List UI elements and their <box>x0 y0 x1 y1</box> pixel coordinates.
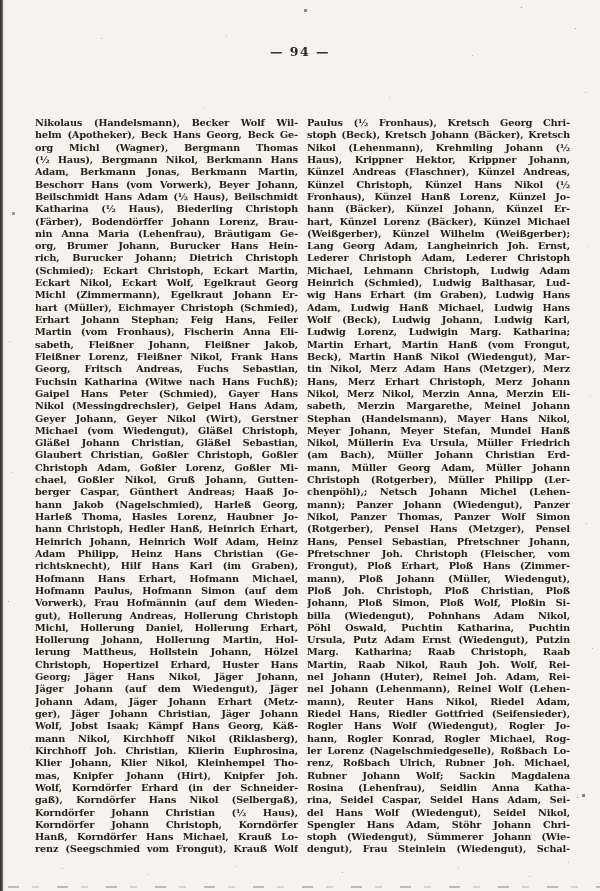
text-line: Johann, Ploß Simon, Ploß Wolf, Ploßin Si- <box>307 598 570 610</box>
text-line: (Schmied); Eckart Christoph, Eckart Martin, <box>35 265 298 277</box>
text-line: hart (Müller), Eichmayer Christoph (Schmied), <box>35 302 298 314</box>
text-line: Wolf, Jobst Isaak; Kämpf Hans Georg, Käß- <box>35 721 298 733</box>
text-line: stoph (Beck), Kretsch Johann (Bäcker), Kretsch <box>307 130 570 142</box>
text-line: Beck), Martin Hanß Nikol (Wiedengut), Mar- <box>307 351 570 363</box>
text-line: Gläßel Johann Christian, Gläßel Sebastian, <box>35 438 298 450</box>
text-line: chenpöhl),; Netsch Johann Michel (Lehen- <box>307 487 570 499</box>
text-line: Korndörfer Johann Christian (½ Haus), <box>35 807 298 819</box>
page-number: — 94 — <box>269 44 331 59</box>
text-line: mann Nikol, Kirchhoff Nikol (Riklasberg), <box>35 733 298 745</box>
text-line: Adam, Berkmann Jonas, Berkmann Martin, <box>35 167 298 179</box>
text-line: Paulus (½ Fronhaus), Kretsch Georg Chri- <box>307 118 570 129</box>
text-line: Martin (vom Fronhaus), Fischerin Anna Eli- <box>35 327 298 339</box>
text-line: (Weißgerber), Künzel Wilhelm (Weißgerber); <box>307 228 570 240</box>
text-line: nel Johann (Huter), Reinel Joh. Adam, Rei- <box>307 672 570 684</box>
text-line: Christoph (Rotgerber), Müller Philipp (Ler- <box>307 475 570 487</box>
text-line: dengut), Frau Steinlein (Wiedengut), Schal- <box>307 844 570 856</box>
text-line: Erhart Johann Stephan; Feig Hans, Feiler <box>35 315 298 326</box>
text-line: Michl (Zimmermann), Egelkraut Johann Er- <box>35 290 298 302</box>
text-line: org, Brumer Johann, Burucker Hans Hein- <box>35 241 298 253</box>
text-line: Christoph, Hopertizel Erhard, Huster Hans <box>35 659 298 671</box>
text-line: Rubner Johann Wolf; Sackin Magdalena <box>307 770 570 782</box>
text-line: chael, Goßler Nikol, Gruß Johann, Gutten- <box>35 475 298 487</box>
text-line: Klier Johann, Klier Nikol, Kleinhempel Tho- <box>35 758 298 770</box>
text-line: Adam Philipp, Heinz Hans Christian (Ge- <box>35 548 298 560</box>
text-line: stoph (Wiedengut), Sümmerer Johann (Wie- <box>307 832 570 844</box>
text-line: gut), Hollerung Andreas, Hollerung Christoph <box>35 610 298 622</box>
text-line: Hofmann Paulus, Hofmann Simon (auf dem <box>35 585 298 597</box>
text-line: Fleißner Lorenz, Fleißner Nikol, Frank Hans <box>35 351 298 363</box>
text-column-right <box>307 118 570 857</box>
text-line: Spengler Hans Adam, Stöhr Johann Chri- <box>307 819 570 831</box>
text-line: Michl, Hollerung Daniel, Hollerung Erhart, <box>35 622 298 634</box>
text-line: wig Hans Erhart (im Graben), Ludwig Hans <box>307 290 570 302</box>
text-line: mann), Reuter Hans Nikol, Riedel Adam, <box>307 696 570 708</box>
scan-bottom-edge-artifact <box>8 886 600 888</box>
text-line: Künzel Christoph, Künzel Hans Nikol (½ <box>307 179 570 191</box>
text-line: Wolf (Beck), Ludwig Johann, Ludwig Karl, <box>307 315 570 326</box>
text-line: (Rotgerber), Pensel Hans (Metzger), Pensel <box>307 524 570 536</box>
scan-noise-specks <box>0 0 1 1</box>
text-line: Jäger Johann (auf dem Wiedengut), Jäger <box>35 684 298 696</box>
text-line: Glaubert Christian, Goßler Christoph, Goßler <box>35 450 298 462</box>
text-column-left <box>35 118 298 857</box>
text-line: Stephan (Handelsmann), Mayer Hans Nikol, <box>307 413 570 425</box>
text-line: Heinrich Johann, Heinrich Wolf Adam, Heinz <box>35 536 298 548</box>
text-line: Pöhl Oswald, Puchtin Katharina, Puchtin <box>307 622 570 634</box>
text-line: (am Bach), Müller Johann Christian Erd- <box>307 450 570 462</box>
text-line: hann Christoph, Hedler Hanß, Heinrich Erhart, <box>35 524 298 536</box>
text-line: Rosina (Lehenfrau), Seidlin Anna Katha- <box>307 782 570 794</box>
text-line: Christoph Adam, Goßler Lorenz, Goßler Mi- <box>35 462 298 474</box>
text-line: mann), Ploß Johann (Müller, Wiedengut), <box>307 573 570 585</box>
text-line: Georg; Jäger Hans Nikol, Jäger Johann, <box>35 672 298 684</box>
text-line: Lederer Christoph Adam, Lederer Christoph <box>307 253 570 265</box>
text-line: helm (Apotheker), Beck Hans Georg, Beck Ge- <box>35 130 298 142</box>
text-line: Lang Georg Adam, Langheinrich Joh. Ernst, <box>307 241 570 253</box>
text-line: (½ Haus), Bergmann Nikol, Berkmann Hans <box>35 154 298 166</box>
text-line: Adam, Ludwig Hanß Michael, Ludwig Hans <box>307 302 570 314</box>
text-line: Rogler Hans Wolf (Wiedengut), Rogler Jo- <box>307 721 570 733</box>
text-line: renz (Seegschmied vom Frongut), Krauß Wolf <box>35 844 298 856</box>
text-line: Georg, Fritsch Andreas, Fuchs Sebastian, <box>35 364 298 376</box>
text-line: Michael, Lehmann Christoph, Ludwig Adam <box>307 265 570 277</box>
text-line: Hans, Pensel Sebastian, Pfretschner Johann, <box>307 536 570 548</box>
text-line: hann, Rogler Konrad, Rogler Michael, Rog- <box>307 733 570 745</box>
text-line: Wolf, Korndörfer Erhard (in der Schneider- <box>35 782 298 794</box>
text-line: Harleß Thoma, Hasles Lorenz, Haubner Jo- <box>35 512 298 523</box>
text-line: Vorwerk), Frau Hofmännin (auf dem Wieden- <box>35 598 298 610</box>
text-line: billa (Wiedengut), Pohnhans Adam Nikol, <box>307 610 570 622</box>
text-line: sabeth, Fleißner Johann, Fleißner Jakob, <box>35 339 298 351</box>
text-line: sabeth, Merzin Margarethe, Meinel Johann <box>307 401 570 413</box>
text-line: Hofmann Hans Erhart, Hofmann Michael, <box>35 573 298 585</box>
text-line: Nikol, Panzer Thomas, Panzer Wolf Simon <box>307 512 570 523</box>
text-line: Martin Erhart, Martin Hanß (vom Frongut, <box>307 339 570 351</box>
text-line: lerung Mattheus, Hollstein Johann, Hölzel <box>35 647 298 659</box>
text-line: Haus), Krippner Hektor, Krippner Johann, <box>307 154 570 166</box>
text-line: Meyer Johann, Meyer Stefan, Mundel Hanß <box>307 425 570 437</box>
text-line: Gaipel Hans Peter (Schmied), Gayer Hans <box>35 388 298 400</box>
text-line: ler Lorenz (Nagelschmiedgeselle), Roßbach Lo- <box>307 745 570 757</box>
text-line: rina, Seidel Caspar, Seidel Hans Adam, Sei- <box>307 795 570 807</box>
text-line: hann (Bäcker), Künzel Johann, Künzel Er- <box>307 204 570 216</box>
text-line: Hans, Merz Erhart Christoph, Merz Johann <box>307 376 570 388</box>
text-line: Eckart Nikol, Eckart Wolf, Egelkraut Georg <box>35 278 298 290</box>
text-line: del Hans Wolf (Wiedengut), Seidel Nikol, <box>307 807 570 819</box>
text-line: Katharina (½ Haus), Biederling Christoph <box>35 204 298 216</box>
text-line: Ludwig Lorenz, Ludwigin Marg. Katharina; <box>307 327 570 339</box>
text-line: rich, Burucker Johann; Dietrich Christoph <box>35 253 298 265</box>
text-line: nel Johann (Lehenmann), Reinel Wolf (Lehen- <box>307 684 570 696</box>
text-line: renz, Roßbach Ulrich, Rubner Joh. Michael, <box>307 758 570 770</box>
text-line: gaß), Korndörfer Hans Nikol (Selbergaß), <box>35 795 298 807</box>
text-block <box>35 118 570 857</box>
text-line: Ploß Joh. Christoph, Ploß Christian, Ploß <box>307 585 570 597</box>
text-line: Kirchhoff Joh. Christian, Klierin Euphrosina, <box>35 745 298 757</box>
text-line: Ursula, Putz Adam Ernst (Wiedengut), Putzin <box>307 635 570 647</box>
text-line: mann); Panzer Johann (Wiedengut), Panzer <box>307 499 570 511</box>
text-line: Fronhaus), Künzel Hanß Lorenz, Künzel Jo- <box>307 191 570 203</box>
text-line: Nikolaus (Handelsmann), Becker Wolf Wil- <box>35 118 298 129</box>
text-line: Pfretschner Joh. Christoph (Fleischer, vom <box>307 548 570 560</box>
text-line: Beilschmidt Hans Adam (½ Haus), Beilschmidt <box>35 191 298 203</box>
text-line: org Michl (Wagner), Bergmann Thomas <box>35 142 298 154</box>
text-line: Marg. Katharina; Raab Christoph, Raab <box>307 647 570 659</box>
text-line: Michael (vom Wiedengut), Gläßel Christoph, <box>35 425 298 437</box>
text-line: Martin, Raab Nikol, Rauh Joh. Wolf, Rei- <box>307 659 570 671</box>
text-line: nin Anna Maria (Lehenfrau), Bräutigam Ge- <box>35 228 298 240</box>
text-line: Heinrich (Schmied), Ludwig Balthasar, Lud- <box>307 278 570 290</box>
page-binding-edge-shadow <box>0 0 4 891</box>
text-line: Johann Adam, Jäger Johann Erhart (Metz- <box>35 696 298 708</box>
text-line: Nikol (Messingdrechsler), Geipel Hans Adam, <box>35 401 298 413</box>
text-line: mas, Knipfer Johann (Hirt), Knipfer Joh. <box>35 770 298 782</box>
text-line: berger Caspar, Günthert Andreas; Haaß Jo- <box>35 487 298 499</box>
text-line: (Färber), Bodendörffer Johann Lorenz, Brau- <box>35 216 298 228</box>
text-line: Hanß, Korndörfer Hans Michael, Krauß Lo- <box>35 832 298 844</box>
text-line: ger), Jäger Johann Christian, Jäger Johann <box>35 709 298 720</box>
text-line: Hollerung Johann, Hollerung Martin, Hol- <box>35 635 298 647</box>
text-line: Fuchsin Katharina (Witwe nach Hans Fuchß); <box>35 376 298 388</box>
text-line: Nikol (Lehenmann), Krehmling Johann (½ <box>307 142 570 154</box>
text-line: hann Jakob (Nagelschmied), Harleß Georg, <box>35 499 298 511</box>
text-line: Geyer Johann, Geyer Nikol (Wirt), Gerstner <box>35 413 298 425</box>
text-line: Frongut), Ploß Erhart, Ploß Hans (Zimmer- <box>307 561 570 573</box>
text-line: mann, Müller Georg Adam, Müller Johann <box>307 462 570 474</box>
text-line: Nikol, Merz Nikol, Merzin Anna, Merzin Eli- <box>307 388 570 400</box>
text-line: Korndörfer Johann Christoph, Korndörfer <box>35 819 298 831</box>
text-line: tin Nikol, Merz Adam Hans (Metzger), Merz <box>307 364 570 376</box>
text-line: hart, Künzel Lorenz (Bäcker), Künzel Michael <box>307 216 570 228</box>
text-line: richtsknecht), Hilf Hans Karl (im Graben), <box>35 561 298 573</box>
text-line: Riedel Hans, Riedler Gottfried (Seifensieder), <box>307 709 570 720</box>
text-line: Nikol, Müllerin Eva Ursula, Müller Friedrich <box>307 438 570 450</box>
text-line: Beschorr Hans (vom Vorwerk), Beyer Johann, <box>35 179 298 191</box>
text-line: Künzel Andreas (Flaschner), Künzel Andreas, <box>307 167 570 179</box>
